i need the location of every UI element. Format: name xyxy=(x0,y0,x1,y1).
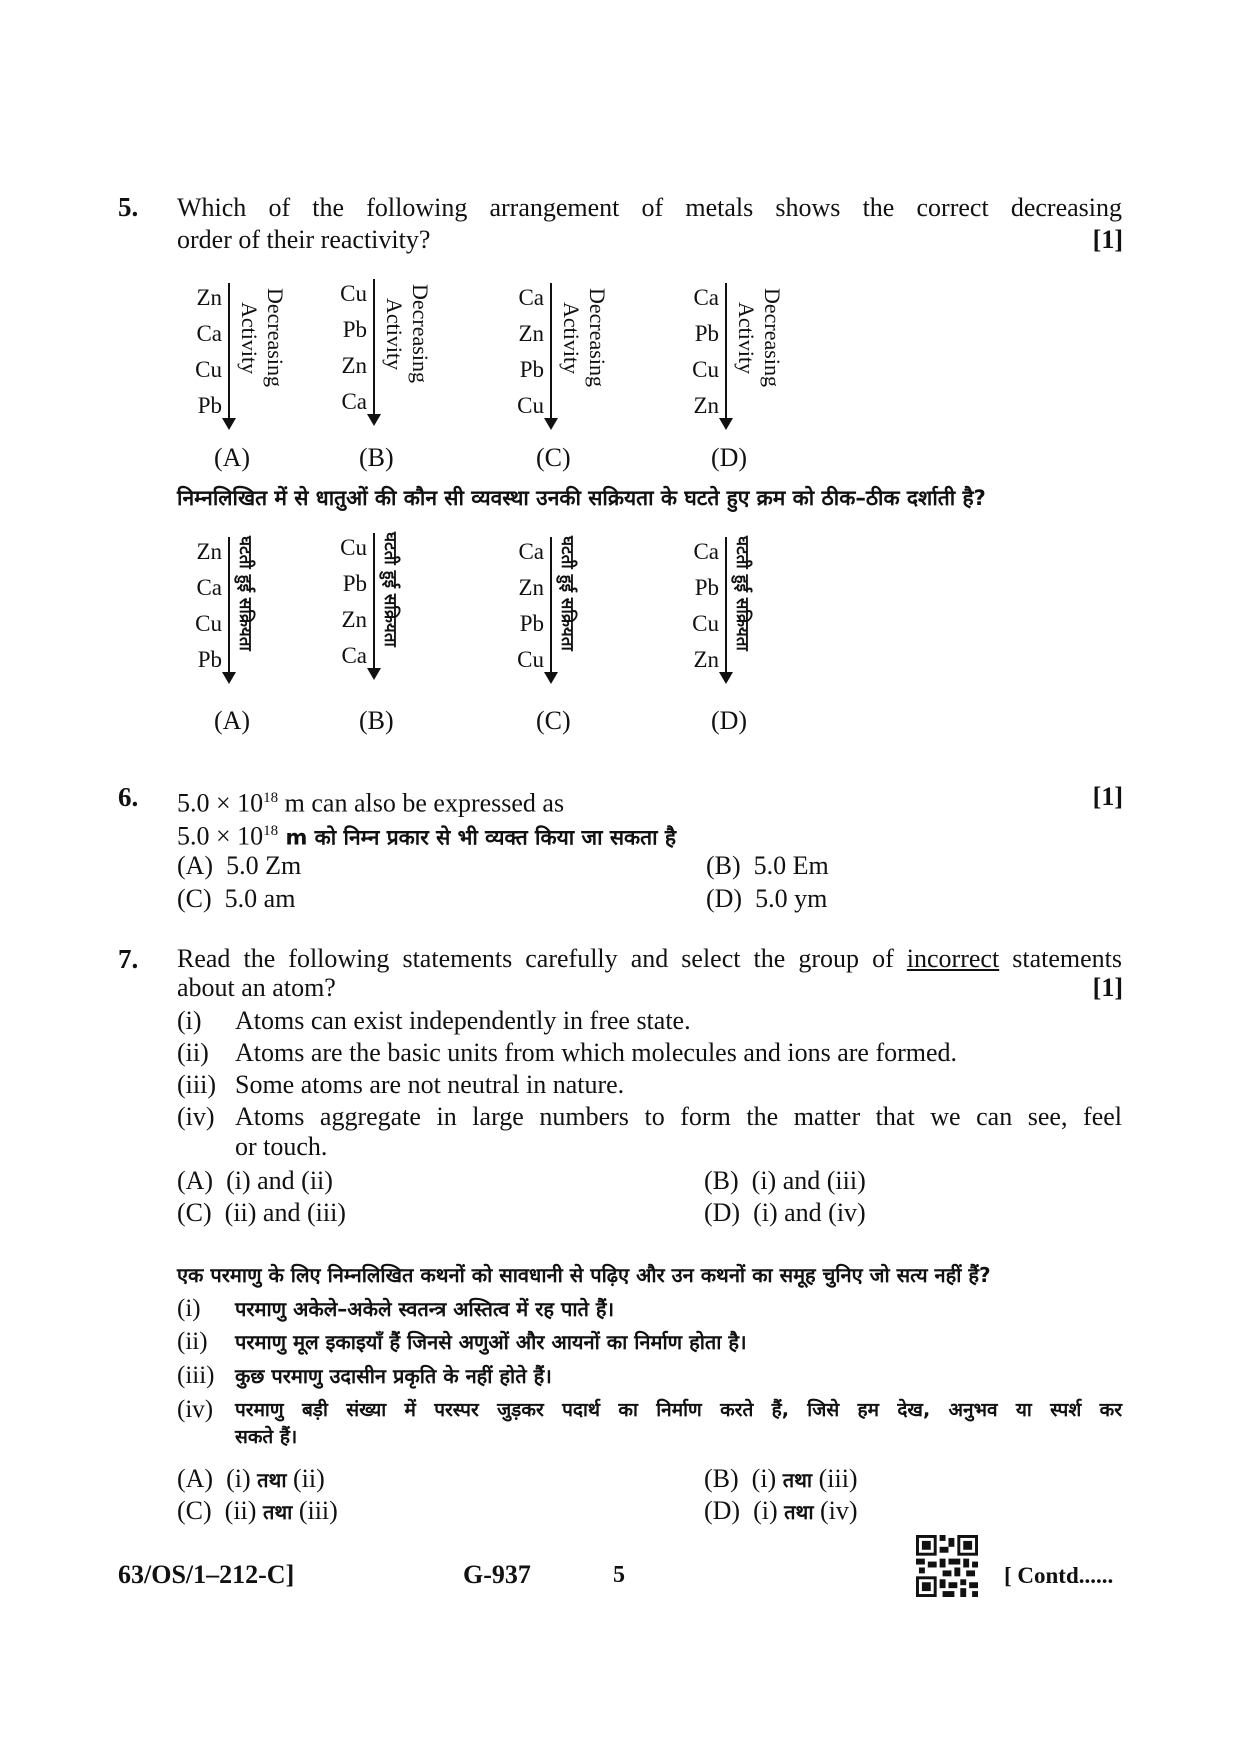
q7-hindi-statement-4 xyxy=(177,1395,1122,1449)
q7-hindi-statement-2-label: (ii) xyxy=(177,1328,208,1355)
arrow-label-activity: Activity xyxy=(559,302,584,375)
q7-hindi-option-c xyxy=(177,1496,338,1527)
q6-option-a-text: 5.0 Zm xyxy=(226,851,302,880)
q6-text-post: m can also be expressed as xyxy=(278,788,565,818)
q7-hindi-option-a-p1: (i) xyxy=(226,1464,258,1493)
q7-statement-3 xyxy=(177,1070,624,1100)
arrow-label-decreasing: Decreasing xyxy=(263,288,288,387)
footer-series: G-937 xyxy=(463,1560,531,1589)
q7-hindi-option-a-label: (A) xyxy=(177,1464,214,1493)
q6-option-d-label: (D) xyxy=(706,884,743,913)
metal-symbol: Zn xyxy=(693,647,719,672)
q7-hindi-option-d-conj: तथा xyxy=(784,1500,814,1524)
q7-hindi-option-d-label: (D) xyxy=(704,1496,741,1525)
q7-hindi-option-c-p2: (iii) xyxy=(292,1496,338,1525)
q5-option-a-label: (A) xyxy=(214,443,251,472)
metal-symbol: Pb xyxy=(197,647,222,672)
down-arrow-icon xyxy=(725,537,727,682)
q7-hindi-option-c-p1: (ii) xyxy=(224,1496,263,1525)
metal-symbol: Pb xyxy=(197,393,222,418)
q5-text xyxy=(177,192,1122,256)
q7-option-d xyxy=(704,1198,866,1228)
q7-hindi-option-d-p1: (i) xyxy=(753,1496,785,1525)
metal-symbol: Cu xyxy=(195,611,222,636)
arrow-label-activity: Activity xyxy=(734,302,759,375)
q7-option-c xyxy=(177,1198,346,1228)
footer-page-number: 5 xyxy=(613,1562,625,1588)
q7-option-c-text: (ii) and (iii) xyxy=(224,1198,346,1227)
q7-text-pre: Read the following statements carefully and select the group of xyxy=(177,944,907,973)
metal-symbol: Cu xyxy=(692,357,719,382)
metal-symbol: Ca xyxy=(341,389,367,414)
q5-option-d-label: (D) xyxy=(711,443,748,472)
q6-option-b-label: (B) xyxy=(706,851,741,880)
down-arrow-icon xyxy=(550,283,552,428)
q7-marks: [1] xyxy=(1092,973,1123,1002)
q6-option-b xyxy=(706,851,829,881)
q5-hindi-text: निम्नलिखित में से धातुओं की कौन सी व्यवस्था उनकी सक्रियता के घटते हुए क्रम को ठीक–ठीक दर्शाती है? xyxy=(177,486,986,510)
arrow-label-decreasing: Decreasing xyxy=(585,288,610,387)
arrow-label-hindi: घटती हुई सक्रियता xyxy=(235,536,255,651)
q6-option-a xyxy=(177,851,301,881)
metal-symbol: Zn xyxy=(518,575,544,600)
q7-text-underlined: incorrect xyxy=(906,944,1000,973)
q7-statement-4-text: Atoms aggregate in large numbers to form the matter that we can see, feel xyxy=(235,1102,1122,1131)
q5-option-c-label: (C) xyxy=(536,706,571,735)
metal-symbol: Zn xyxy=(518,321,544,346)
q7-hindi-statement-3-label: (iii) xyxy=(177,1362,215,1389)
q6-option-d xyxy=(706,884,827,914)
down-arrow-icon xyxy=(228,537,230,682)
q5-option-d-metals xyxy=(679,534,719,678)
metal-symbol: Pb xyxy=(519,357,544,382)
q7-number: 7. xyxy=(118,944,139,974)
q7-hindi-option-b-label: (B) xyxy=(704,1464,739,1493)
arrow-label-activity: Activity xyxy=(382,298,407,371)
q7-statement-1-label: (i) xyxy=(177,1006,202,1035)
metal-symbol: Pb xyxy=(694,321,719,346)
q6-number: 6. xyxy=(118,782,139,812)
metal-symbol: Zn xyxy=(693,393,719,418)
q7-statement-3-label: (iii) xyxy=(177,1070,216,1099)
footer-code: 63/OS/1–212-C] xyxy=(118,1560,295,1589)
q6-exponent: 18 xyxy=(263,790,279,806)
q5-option-c-metals xyxy=(504,534,544,678)
metal-symbol: Cu xyxy=(340,281,367,306)
q6-option-c-text: 5.0 am xyxy=(224,884,296,913)
metal-symbol: Cu xyxy=(692,611,719,636)
q7-hindi-statement-4-text: परमाणु बड़ी संख्या में परस्पर जुड़कर पदार्थ का निर्माण करते हैं, जिसे हम देख, अनुभव या स्पर्श कर xyxy=(235,1399,1122,1421)
q7-option-b-text: (i) and (iii) xyxy=(751,1166,866,1195)
arrow-label-hindi: घटती हुई सक्रियता xyxy=(380,532,400,647)
q7-text xyxy=(177,944,1122,1002)
q7-hindi-statement-2-text: परमाणु मूल इकाइयाँ हैं जिनसे अणुओं और आयनों का निर्माण होता है। xyxy=(235,1330,747,1354)
q7-hindi-option-a-p2: (ii) xyxy=(286,1464,325,1493)
arrow-label-hindi: घटती हुई सक्रियता xyxy=(557,536,577,651)
q7-hindi-statement-4-label: (iv) xyxy=(177,1396,214,1423)
q7-option-b-label: (B) xyxy=(704,1166,739,1195)
metal-symbol: Ca xyxy=(693,285,719,310)
q7-hindi-option-c-label: (C) xyxy=(177,1496,212,1525)
q6-marks: [1] xyxy=(1092,782,1123,811)
q5-option-d-metals xyxy=(679,280,719,424)
q7-statement-3-text: Some atoms are not neutral in nature. xyxy=(235,1070,625,1099)
q7-option-c-label: (C) xyxy=(177,1198,212,1227)
q7-option-a-label: (A) xyxy=(177,1166,214,1195)
q5-number: 5. xyxy=(118,192,139,222)
q6-hindi-pre: 5.0 × 10 xyxy=(177,821,264,851)
q7-hindi-statement-1-text: परमाणु अकेले–अकेले स्वतन्त्र अस्तित्व में रह पाते हैं। xyxy=(235,1297,615,1321)
q7-hindi-statement-1-label: (i) xyxy=(177,1295,201,1322)
metal-symbol: Cu xyxy=(340,535,367,560)
q7-option-a xyxy=(177,1166,333,1196)
q6-hindi-post: m को निम्न प्रकार से भी व्यक्त किया जा सकता है xyxy=(278,825,677,850)
q5-text-line2: order of their reactivity? xyxy=(177,225,431,254)
q6-option-c xyxy=(177,884,295,914)
q6-text-pre: 5.0 × 10 xyxy=(177,788,264,818)
q7-hindi-statement-3 xyxy=(177,1361,552,1391)
q6-option-a-label: (A) xyxy=(177,851,214,880)
q5-marks: [1] xyxy=(1092,225,1123,254)
q7-statement-4-text2: or touch. xyxy=(235,1132,328,1161)
q7-statement-2-text: Atoms are the basic units from which molecules and ions are formed. xyxy=(235,1038,958,1067)
metal-symbol: Ca xyxy=(518,285,544,310)
q7-hindi-statement-4-text2: सकते हैं। xyxy=(235,1426,298,1448)
q5-option-a-metals xyxy=(182,280,222,424)
metal-symbol: Ca xyxy=(693,539,719,564)
qr-code-icon xyxy=(916,1535,978,1597)
q5-option-d-label: (D) xyxy=(711,706,748,735)
q5-option-c-label: (C) xyxy=(536,443,571,472)
q7-hindi-option-d-p2: (iv) xyxy=(813,1496,858,1525)
q7-hindi-option-b-p1: (i) xyxy=(751,1464,783,1493)
arrow-label-decreasing: Decreasing xyxy=(408,284,433,383)
q7-option-d-label: (D) xyxy=(704,1198,741,1227)
q7-text-line1 xyxy=(177,944,1122,973)
q5-option-b-label: (B) xyxy=(359,706,394,735)
metal-symbol: Pb xyxy=(342,571,367,596)
metal-symbol: Cu xyxy=(195,357,222,382)
metal-symbol: Zn xyxy=(196,285,222,310)
q7-statement-1 xyxy=(177,1006,691,1036)
q5-option-b-metals xyxy=(327,530,367,674)
q7-text-post: statements xyxy=(999,944,1122,973)
q7-statement-4-label: (iv) xyxy=(177,1102,215,1131)
metal-symbol: Ca xyxy=(196,321,222,346)
q5-text-line1: Which of the following arrangement of metals shows the correct decreasing xyxy=(177,193,1122,222)
q7-option-d-text: (i) and (iv) xyxy=(753,1198,866,1227)
footer-contd: [ Contd...... xyxy=(1004,1563,1114,1588)
metal-symbol: Pb xyxy=(519,611,544,636)
q7-hindi-option-a-conj: तथा xyxy=(257,1468,287,1492)
arrow-label-decreasing: Decreasing xyxy=(760,288,785,387)
down-arrow-icon xyxy=(373,279,375,424)
q5-option-b-label: (B) xyxy=(359,443,394,472)
q7-option-b xyxy=(704,1166,866,1196)
q6-option-b-text: 5.0 Em xyxy=(753,851,829,880)
metal-symbol: Pb xyxy=(694,575,719,600)
q7-hindi-statement-3-text: कुछ परमाणु उदासीन प्रकृति के नहीं होते हैं। xyxy=(235,1364,552,1388)
q7-text-line2: about an atom? xyxy=(177,973,336,1002)
q7-hindi-statement-1 xyxy=(177,1294,614,1324)
down-arrow-icon xyxy=(725,283,727,428)
arrow-label-hindi: घटती हुई सक्रियता xyxy=(732,536,752,651)
q7-hindi-option-b xyxy=(704,1464,858,1495)
metal-symbol: Zn xyxy=(341,353,367,378)
down-arrow-icon xyxy=(228,283,230,428)
q5-option-c-metals xyxy=(504,280,544,424)
q7-hindi-option-a xyxy=(177,1464,325,1495)
q7-statement-4 xyxy=(177,1102,1122,1162)
down-arrow-icon xyxy=(550,537,552,682)
q6-text xyxy=(177,782,564,820)
q6-hindi-text xyxy=(177,815,676,854)
q7-hindi-option-c-conj: तथा xyxy=(262,1500,293,1524)
q7-hindi-option-b-p2: (iii) xyxy=(812,1464,858,1493)
q7-hindi-text: एक परमाणु के लिए निम्नलिखित कथनों को सावधानी से पढ़िए और उन कथनों का समूह चुनिए जो सत्य नहीं हैं? xyxy=(177,1263,991,1287)
q7-statement-1-text: Atoms can exist independently in free state. xyxy=(235,1006,691,1035)
q5-option-a-label: (A) xyxy=(214,706,251,735)
q6-option-d-text: 5.0 ym xyxy=(755,884,828,913)
q7-statement-2 xyxy=(177,1038,957,1068)
q7-hindi-statement-2 xyxy=(177,1327,747,1357)
q7-option-a-text: (i) and (ii) xyxy=(226,1166,333,1195)
q7-hindi-option-b-conj: तथा xyxy=(782,1468,813,1492)
down-arrow-icon xyxy=(373,533,375,678)
metal-symbol: Cu xyxy=(517,393,544,418)
metal-symbol: Ca xyxy=(196,575,222,600)
q5-option-a-metals xyxy=(182,534,222,678)
q7-statement-2-label: (ii) xyxy=(177,1038,209,1067)
q5-option-b-metals xyxy=(327,276,367,420)
q6-hindi-exp: 18 xyxy=(263,823,279,839)
metal-symbol: Ca xyxy=(341,643,367,668)
metal-symbol: Cu xyxy=(517,647,544,672)
metal-symbol: Zn xyxy=(341,607,367,632)
metal-symbol: Ca xyxy=(518,539,544,564)
q7-hindi-option-d xyxy=(704,1496,858,1527)
metal-symbol: Zn xyxy=(196,539,222,564)
arrow-label-activity: Activity xyxy=(237,302,262,375)
metal-symbol: Pb xyxy=(342,317,367,342)
q6-option-c-label: (C) xyxy=(177,884,212,913)
